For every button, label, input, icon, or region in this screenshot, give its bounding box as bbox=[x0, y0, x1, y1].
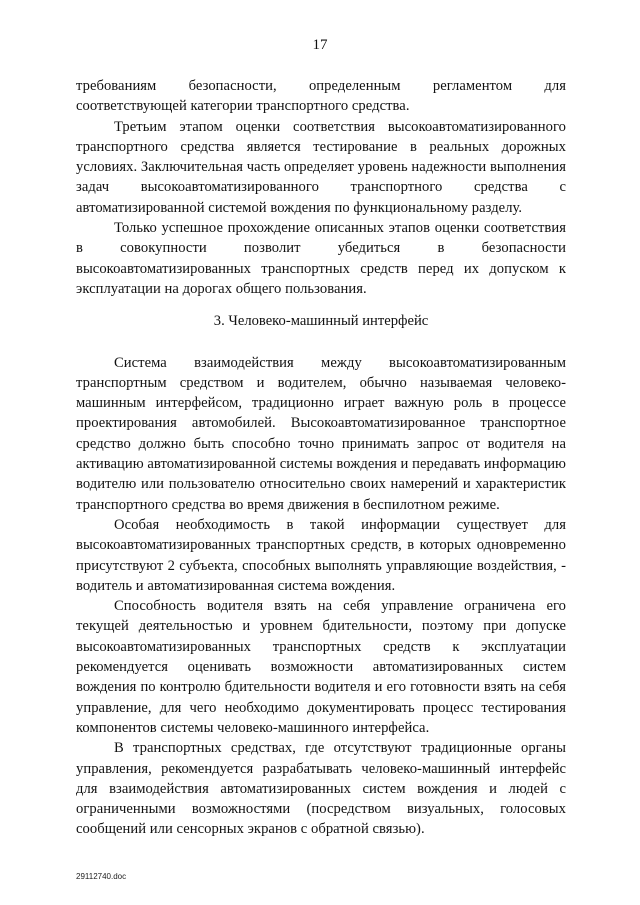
paragraph-driver-ability: Способность водителя взять на себя управление ограничена его текущей деятельностью и уровнем бдительности, поэтому при допуске высокоавтоматизированных транспортных средств к эксплуатации рекомендуется оценивать возможности автоматизированных систем вождения по контролю бдительности водителя и его готовности взять на себя управление, для чего необходимо документировать процесс тестирования компонентов системы человеко-машинного интерфейса. bbox=[76, 598, 566, 736]
paragraph-special-need: Особая необходимость в такой информации существует для высокоавтоматизированных транспортных средств, в которых одновременно присутствуют 2 субъекта, способных выполнять управляющие воздействия, - водитель и автоматизированная система вождения. bbox=[76, 516, 566, 594]
paragraph-interaction-system: Система взаимодействия между высокоавтоматизированным транспортным средством и водителем, обычно называемая человеко-машинным интерфейсом, традиционно играет важную роль в процессе проектирования автомобилей. Высокоавтоматизированное транспортное средство должно быть способно точно принимать запрос от водителя на активацию автоматизированной системы вождения и передавать информацию водителю или пользователю относительно своих намерений и характеристик транспортного средства во время движения в беспилотном режиме. bbox=[76, 354, 567, 513]
page-body bbox=[76, 76, 566, 840]
paragraph-third-stage: Третьим этапом оценки соответствия высокоавтоматизированного транспортного средства является тестирование в реальных дорожных условиях. Заключительная часть определяет уровень надежности выполнения задач высокоавтоматизированного транспортного средства с автоматизированной системой вождения по функциональному разделу. bbox=[76, 118, 566, 216]
paragraph-only-success: Только успешное прохождение описанных этапов оценки соответствия в совокупности позволит убедиться в безопасности высокоавтоматизированных транспортных средств перед их допуском к эксплуатации на дорогах общего пользования. bbox=[76, 220, 566, 297]
section-heading: 3. Человеко-машинный интерфейс bbox=[213, 313, 429, 330]
page-number: 17 bbox=[312, 37, 328, 53]
footer-filename: 29112740.doc bbox=[76, 872, 127, 881]
paragraph-continuation: требованиям безопасности, определенным регламентом для соответствующей категории транспортного средства. bbox=[76, 78, 566, 115]
paragraph-no-controls: В транспортных средствах, где отсутствуют традиционные органы управления, рекомендуется разрабатывать человеко-машинный интерфейс для взаимодействия автоматизированных систем вождения и людей с ограниченными возможностями (посредством визуальных, голосовых сообщений или сенсорных экранов с обратной связью). bbox=[76, 740, 566, 838]
